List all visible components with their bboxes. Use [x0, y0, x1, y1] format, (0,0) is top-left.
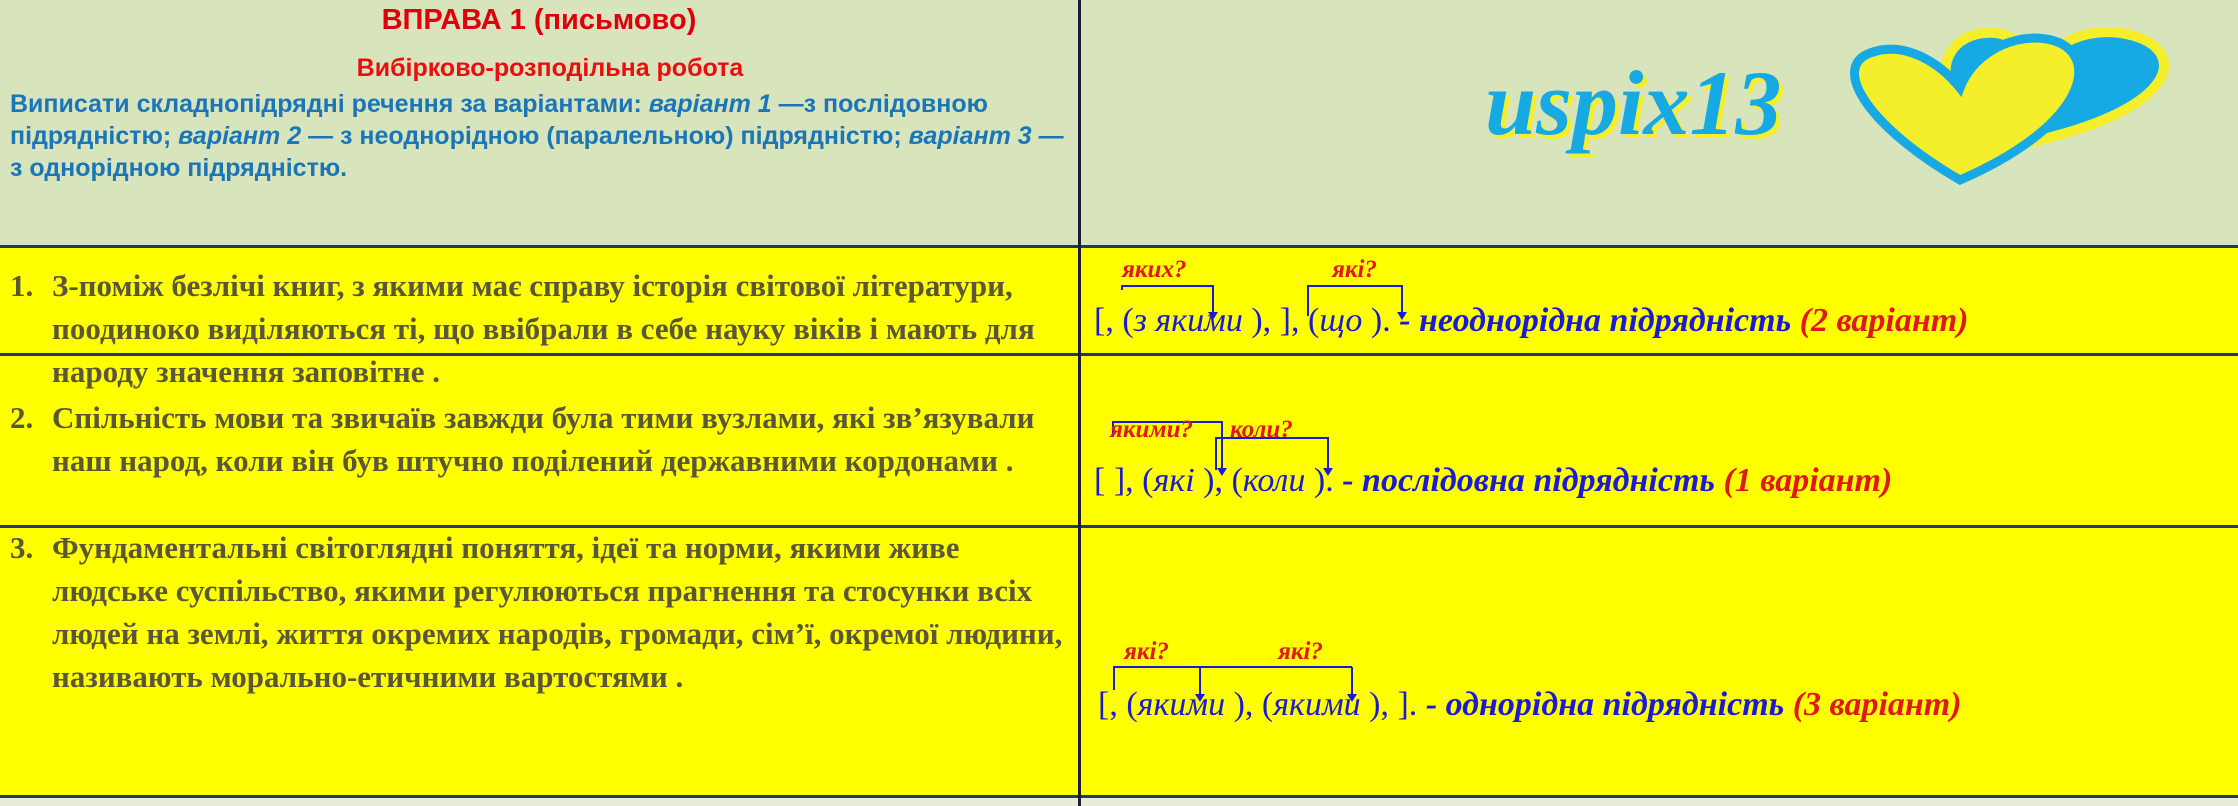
scheme-punct: ], ( [1279, 302, 1320, 339]
scheme-word: якими [1273, 686, 1361, 723]
scheme-1 [1094, 302, 1969, 340]
scheme-variant: (2 варіант) [1799, 302, 1969, 339]
instruction-text: — з однорідною підрядністю. [10, 122, 1064, 182]
scheme-question: коли? [1230, 416, 1293, 443]
scheme-punct: ). [1305, 462, 1334, 499]
scheme-word: які [1153, 462, 1195, 499]
instruction-text: Виписати складнопідрядні речення за варіантами: [10, 90, 649, 118]
sentence-text: Фундаментальні світоглядні поняття, ідеї та норми, якими живе людське суспільство, якими регулюються прагнення та стосунки всіх людей на землі, життя окремих народів, громади, сім’ї, окремої людини, називають морально-етичними вартостями . [52, 530, 1063, 694]
scheme-3 [1098, 686, 1962, 724]
instruction-variant-2: варіант 2 [178, 122, 302, 150]
scheme-bracket: [ [1094, 302, 1106, 339]
exercise-subtitle: Вибірково-розподільна робота [356, 54, 744, 82]
scheme-punct: ), [1242, 302, 1280, 339]
instruction-text: —з послідовною підрядністю; [10, 90, 989, 150]
instruction-variant-1: варіант 1 [648, 90, 772, 118]
sentence-text: Спільність мови та звичаїв завжди була тими вузлами, які зв’язували наш народ, коли він був штучно поділений державними кордонами . [52, 400, 1035, 478]
scheme-variant: (1 варіант) [1723, 462, 1893, 499]
logo-text: uspix13 [1485, 52, 1782, 154]
scheme-variant: (3 варіант) [1792, 686, 1962, 723]
scheme-question: які? [1278, 638, 1323, 665]
scheme-question: яких? [1122, 256, 1187, 283]
scheme-question: які? [1124, 638, 1169, 665]
scheme-punct: , ( [1109, 686, 1138, 723]
scheme-punct: ], ( [1105, 462, 1154, 499]
scheme-word: якими [1137, 686, 1226, 723]
scheme-punct: , ( [1105, 302, 1134, 339]
scheme-type: - послідовна підрядність [1333, 462, 1724, 499]
exercise-title: ВПРАВА 1 (письмово) [381, 4, 697, 36]
sentence-text: З-поміж безлічі книг, з якими має справу історія світової літератури, поодиноко виділяються ті, що ввібрали в себе науку віків і мають для народу значення заповітне . [52, 268, 1035, 389]
instruction-variant-3: варіант 3 [908, 122, 1032, 150]
sentence-number: 1. [10, 268, 34, 303]
scheme-word: з якими [1133, 302, 1243, 339]
sentence-number: 2. [10, 400, 34, 435]
scheme-type: - однорідна підрядність [1417, 686, 1793, 723]
scheme-bracket: [ [1094, 462, 1106, 499]
instruction-text: — з неоднорідною (паралельною) підрядністю; [301, 122, 909, 150]
scheme-word: що [1319, 302, 1363, 339]
sentence-number: 3. [10, 530, 34, 565]
scheme-2 [1094, 462, 1892, 500]
scheme-bracket: [ [1098, 686, 1110, 723]
scheme-type: - неоднорідна підрядність [1390, 302, 1800, 339]
scheme-punct: ), ( [1225, 686, 1274, 723]
scheme-punct: ). [1362, 302, 1391, 339]
scheme-punct: ), ]. [1360, 686, 1418, 723]
scheme-word: коли [1242, 462, 1306, 499]
scheme-question: якими? [1110, 416, 1193, 443]
scheme-punct: ), ( [1194, 462, 1243, 499]
scheme-question: які? [1332, 256, 1377, 283]
